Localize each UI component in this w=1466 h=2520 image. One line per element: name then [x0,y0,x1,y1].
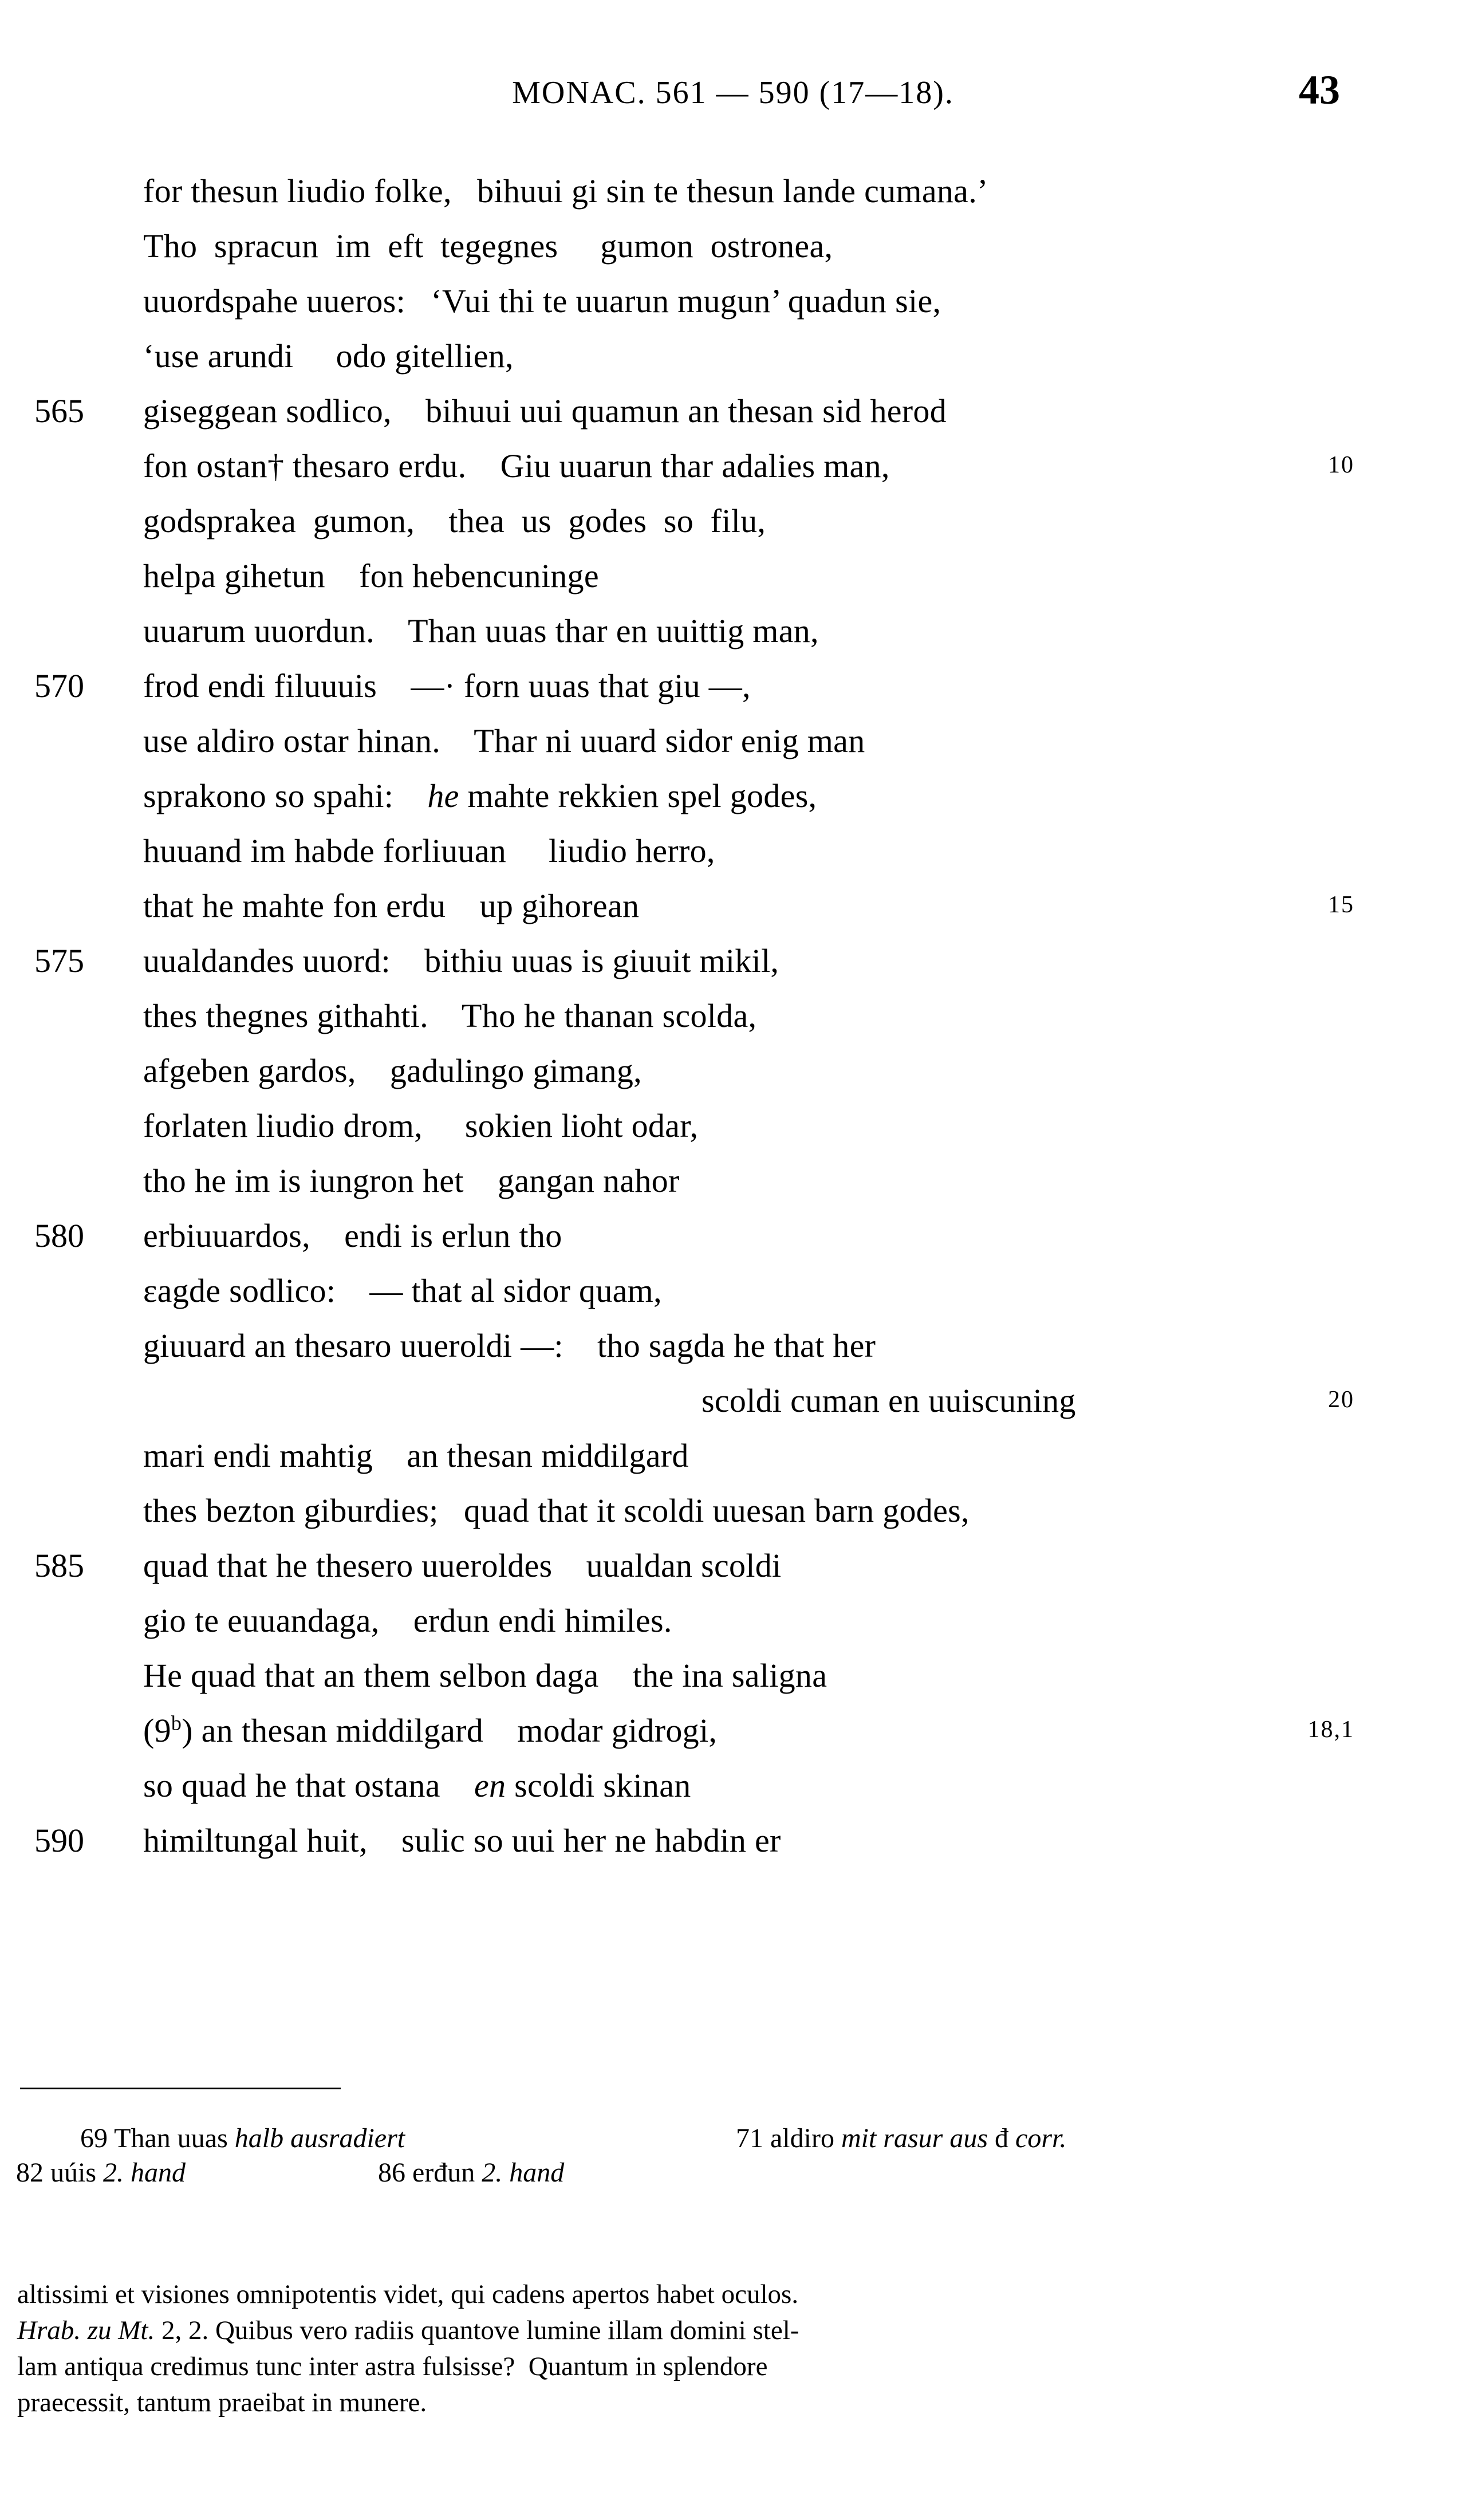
verse-line [0,227,1466,282]
verse-line-text: erbiuuardos, endi is erlun tho [143,1217,562,1254]
verse-line [0,777,1466,832]
verse-line [0,557,1466,612]
verse-line [0,447,1466,502]
verse-line-number: 585 [34,1547,84,1584]
verse-line-text: frod endi filuuuis —· forn uuas that giu —, [143,667,751,704]
apparatus-italic: halb ausradiert [234,2123,405,2153]
verse-line-number: 580 [34,1217,84,1254]
verse-line-text: forlaten liudio drom, sokien lioht odar, [143,1107,699,1144]
apparatus-entry: 69 Than uuas halb ausradiert [80,2123,405,2153]
verse-line-text: that he mahte fon erdu up gihorean [143,887,640,924]
latin-note-line: Hrab. zu Mt. 2, 2. Quibus vero radiis quantove lumine illam domini stel- [17,2316,799,2345]
latin-source-citation: Hrab. zu Mt. [17,2316,155,2345]
marginal-line-number: 10 [1328,452,1354,478]
verse-line [0,1601,1466,1656]
verse-line-text: Tho spracun im eft tegegnes gumon ostronea, [143,227,833,265]
verse-line-text: ‘use arundi odo gitellien, [143,337,514,375]
verse-line [0,1216,1466,1271]
verse-line-text: giseggean sodlico, bihuui uui quamun an thesan sid herod [143,392,947,430]
verse-line-text: godsprakea gumon, thea us godes so filu, [143,502,766,540]
verse-line-text: ɛagde sodlico: — that al sidor quam, [143,1272,662,1309]
verse-line [0,887,1466,942]
verse-line [0,1326,1466,1381]
verse-line-text: scoldi cuman en uuiscuning [702,1382,1076,1419]
verse-line [0,1821,1466,1876]
verse-line [0,832,1466,887]
verse-line [0,997,1466,1052]
verse-block [0,172,1466,1876]
verse-line [0,667,1466,722]
verse-line-number: 590 [34,1822,84,1859]
apparatus-entry: 86 erđun 2. hand [378,2157,565,2188]
apparatus-line [0,2123,1466,2157]
verse-line-number: 570 [34,667,84,704]
verse-line-number: 575 [34,942,84,979]
apparatus-entry: 71 aldiro mit rasur aus đ corr. [736,2123,1067,2153]
latin-footnote [17,2277,1329,2421]
verse-line-text: giuuard an thesaro uueroldi —: tho sagda he that her [143,1327,876,1364]
latin-note-line: altissimi et visiones omnipotentis videt, qui cadens apertos habet oculos. [17,2279,799,2309]
verse-line-text: sprakono so spahi: he mahte rekkien spel godes, [143,777,817,814]
marginal-line-number: 20 [1328,1387,1354,1413]
verse-line-text: uuordspahe uueros: ‘Vui thi te uuarun mugun’ quadun sie, [143,282,941,320]
verse-line [0,1491,1466,1546]
verse-line-text: (9$^b$) an thesan middilgard modar gidrogi, [143,1711,718,1749]
verse-italic-word: he [427,777,459,814]
latin-note-line: lam antiqua credimus tunc inter astra fulsisse? Quantum in splendore [17,2352,768,2381]
verse-line-text: helpa gihetun fon hebencuninge [143,557,599,594]
verse-line-text: uuarum uuordun. Than uuas thar en uuittig man, [143,612,819,649]
verse-line [0,1766,1466,1821]
verse-line [0,612,1466,667]
verse-line [0,1711,1466,1766]
verse-line-text: gio te euuandaga, erdun endi himiles. [143,1602,672,1639]
verse-line-text: tho he im is iungron het gangan nahor [143,1162,680,1199]
page-number: 43 [1299,67,1340,113]
verse-line-text: so quad he that ostana en scoldi skinan [143,1767,691,1804]
apparatus-rule [20,2088,341,2089]
verse-line-text: thes thegnes githahti. Tho he thanan scolda, [143,997,757,1034]
running-title: MONAC. 561 — 590 (17—18). [512,75,954,111]
verse-line [0,1052,1466,1107]
verse-line-text: huuand im habde forliuuan liudio herro, [143,832,715,869]
marginal-line-number: 18,1 [1307,1716,1354,1743]
verse-line [0,1107,1466,1161]
verse-line [0,1271,1466,1326]
verse-line [0,1381,1466,1436]
apparatus-italic: 2. hand [103,2157,186,2188]
verse-line-text: quad that he thesero uueroldes uualdan scoldi [143,1547,782,1584]
apparatus-entry: 82 uúis 2. hand [16,2157,186,2188]
running-head [0,67,1466,120]
verse-line [0,392,1466,447]
apparatus-italic: 2. hand [482,2157,565,2188]
verse-line-text: afgeben gardos, gadulingo gimang, [143,1052,642,1089]
verse-line [0,1436,1466,1491]
verse-line-text: fon ostan† thesaro erdu. Giu uuarun thar adalies man, [143,447,890,485]
verse-line-text: uualdandes uuord: bithiu uuas is giuuit mikil, [143,942,779,979]
verse-line [0,282,1466,337]
verse-line [0,1161,1466,1216]
verse-italic-word: en [474,1767,506,1804]
verse-line-text: use aldiro ostar hinan. Thar ni uuard sidor enig man [143,722,865,759]
verse-line [0,942,1466,997]
verse-line-text: thes bezton giburdies; quad that it scoldi uuesan barn godes, [143,1492,970,1529]
verse-line-text: mari endi mahtig an thesan middilgard [143,1437,689,1474]
verse-line-text: He quad that an them selbon daga the ina saligna [143,1657,827,1694]
verse-line [0,337,1466,392]
verse-line [0,502,1466,557]
folio-superscript: b [171,1711,182,1735]
verse-line-number: 565 [34,392,84,430]
verse-line [0,722,1466,777]
verse-line [0,172,1466,227]
apparatus-italic: mit rasur aus [841,2123,988,2153]
verse-line-text: for thesun liudio folke, bihuui gi sin te thesun lande cumana.’ [143,172,988,210]
verse-line-text: himiltungal huit, sulic so uui her ne habdin er [143,1822,781,1859]
critical-apparatus [0,2123,1466,2191]
apparatus-line [0,2157,1466,2191]
marginal-line-number: 15 [1328,892,1354,918]
apparatus-italic: corr. [1015,2123,1067,2153]
verse-line [0,1656,1466,1711]
latin-note-line: praecessit, tantum praeibat in munere. [17,2388,427,2417]
verse-line [0,1546,1466,1601]
